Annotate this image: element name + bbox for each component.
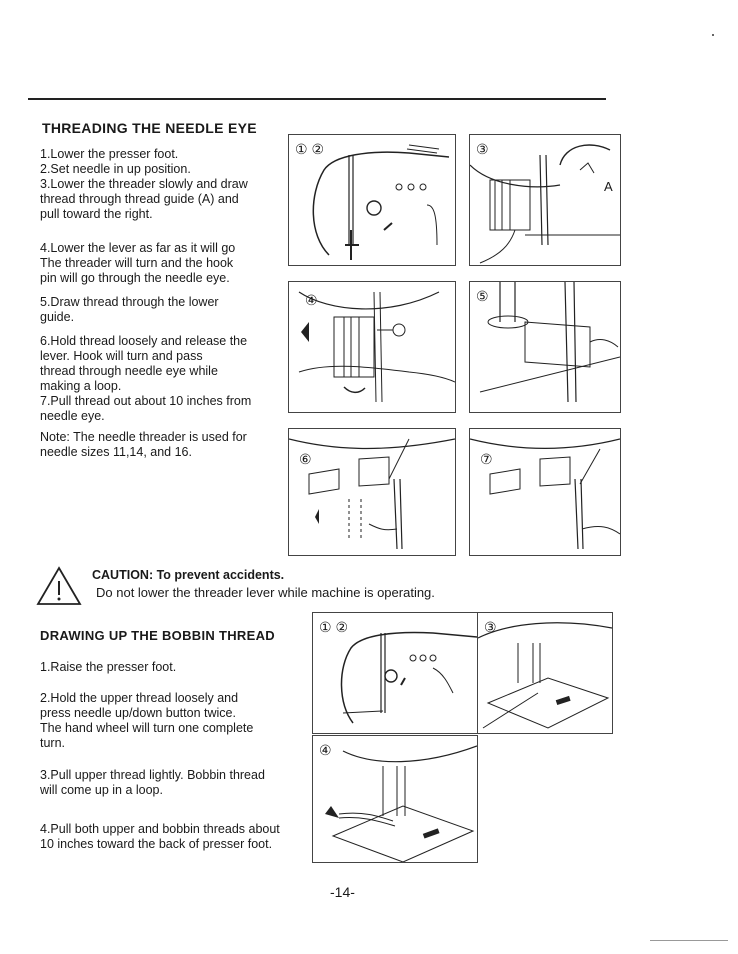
bobbin-step-2: 2.Hold the upper thread loosely and press needle up/down button twice. The hand wheel will turn one complete turn.	[40, 691, 254, 750]
warning-triangle-icon	[36, 565, 82, 607]
bobbin-figure-step-4	[312, 735, 478, 863]
step-5: 5.Draw thread through the lower guide.	[40, 295, 219, 324]
figure-number-3: ③	[476, 141, 489, 157]
bobbin-figure-step-3	[477, 612, 613, 734]
lower-guide-illustration	[470, 282, 620, 412]
needle-plate-illustration	[478, 613, 612, 733]
pull-thread-illustration	[470, 429, 620, 555]
step-4: 4.Lower the lever as far as it will go The threader will turn and the hook pin will go through the needle eye.	[40, 241, 236, 285]
bobbin-step-1: 1.Raise the presser foot.	[40, 660, 177, 674]
figure-number-7: ⑦	[480, 451, 493, 467]
section-title-threading: THREADING THE NEEDLE EYE	[42, 120, 257, 136]
caution-text: Do not lower the threader lever while machine is operating.	[96, 585, 435, 600]
figure-step-6	[288, 428, 456, 556]
steps-6-7: 6.Hold thread loosely and release the lever. Hook will turn and pass thread through needle eye while making a loop. 7.Pull thread out about 10 inches from needle eye.	[40, 334, 252, 423]
figure-number-6: ⑥	[299, 451, 312, 467]
scan-edge-line	[650, 940, 728, 941]
bobbin-step-3: 3.Pull upper thread lightly. Bobbin thread will come up in a loop.	[40, 768, 265, 797]
figure-step-4	[288, 281, 456, 413]
section-title-bobbin: DRAWING UP THE BOBBIN THREAD	[40, 628, 275, 643]
bobbin-figure-number-3: ③	[484, 619, 497, 635]
header-rule	[28, 98, 606, 100]
bobbin-step-4: 4.Pull both upper and bobbin threads about 10 inches toward the back of presser foot.	[40, 822, 280, 851]
figure-number-1-2: ① ②	[295, 141, 324, 157]
note-needle-sizes: Note: The needle threader is used for needle sizes 11,14, and 16.	[40, 430, 247, 459]
figure-step-3	[469, 134, 621, 266]
figure-number-5: ⑤	[476, 288, 489, 304]
bobbin-figure-number-4: ④	[319, 742, 332, 758]
scan-speck	[712, 34, 714, 36]
figure-step-7	[469, 428, 621, 556]
hook-release-illustration	[289, 429, 455, 555]
figure-steps-1-2	[288, 134, 456, 266]
steps-1-3: 1.Lower the presser foot. 2.Set needle in up position. 3.Lower the threader slowly and draw thread through thread guide (A) and pull toward the right.	[40, 147, 248, 221]
page-number: -14-	[330, 884, 355, 900]
figure-number-4: ④	[305, 292, 318, 308]
bobbin-thread-pull-illustration	[313, 736, 477, 862]
thread-guide-illustration	[470, 135, 620, 265]
caution-title: CAUTION: To prevent accidents.	[92, 568, 285, 582]
bobbin-figure-number-1-2: ① ②	[319, 619, 348, 635]
figure-step-5	[469, 281, 621, 413]
bobbin-figure-steps-1-2	[312, 612, 478, 734]
thread-guide-label: A	[604, 179, 613, 194]
